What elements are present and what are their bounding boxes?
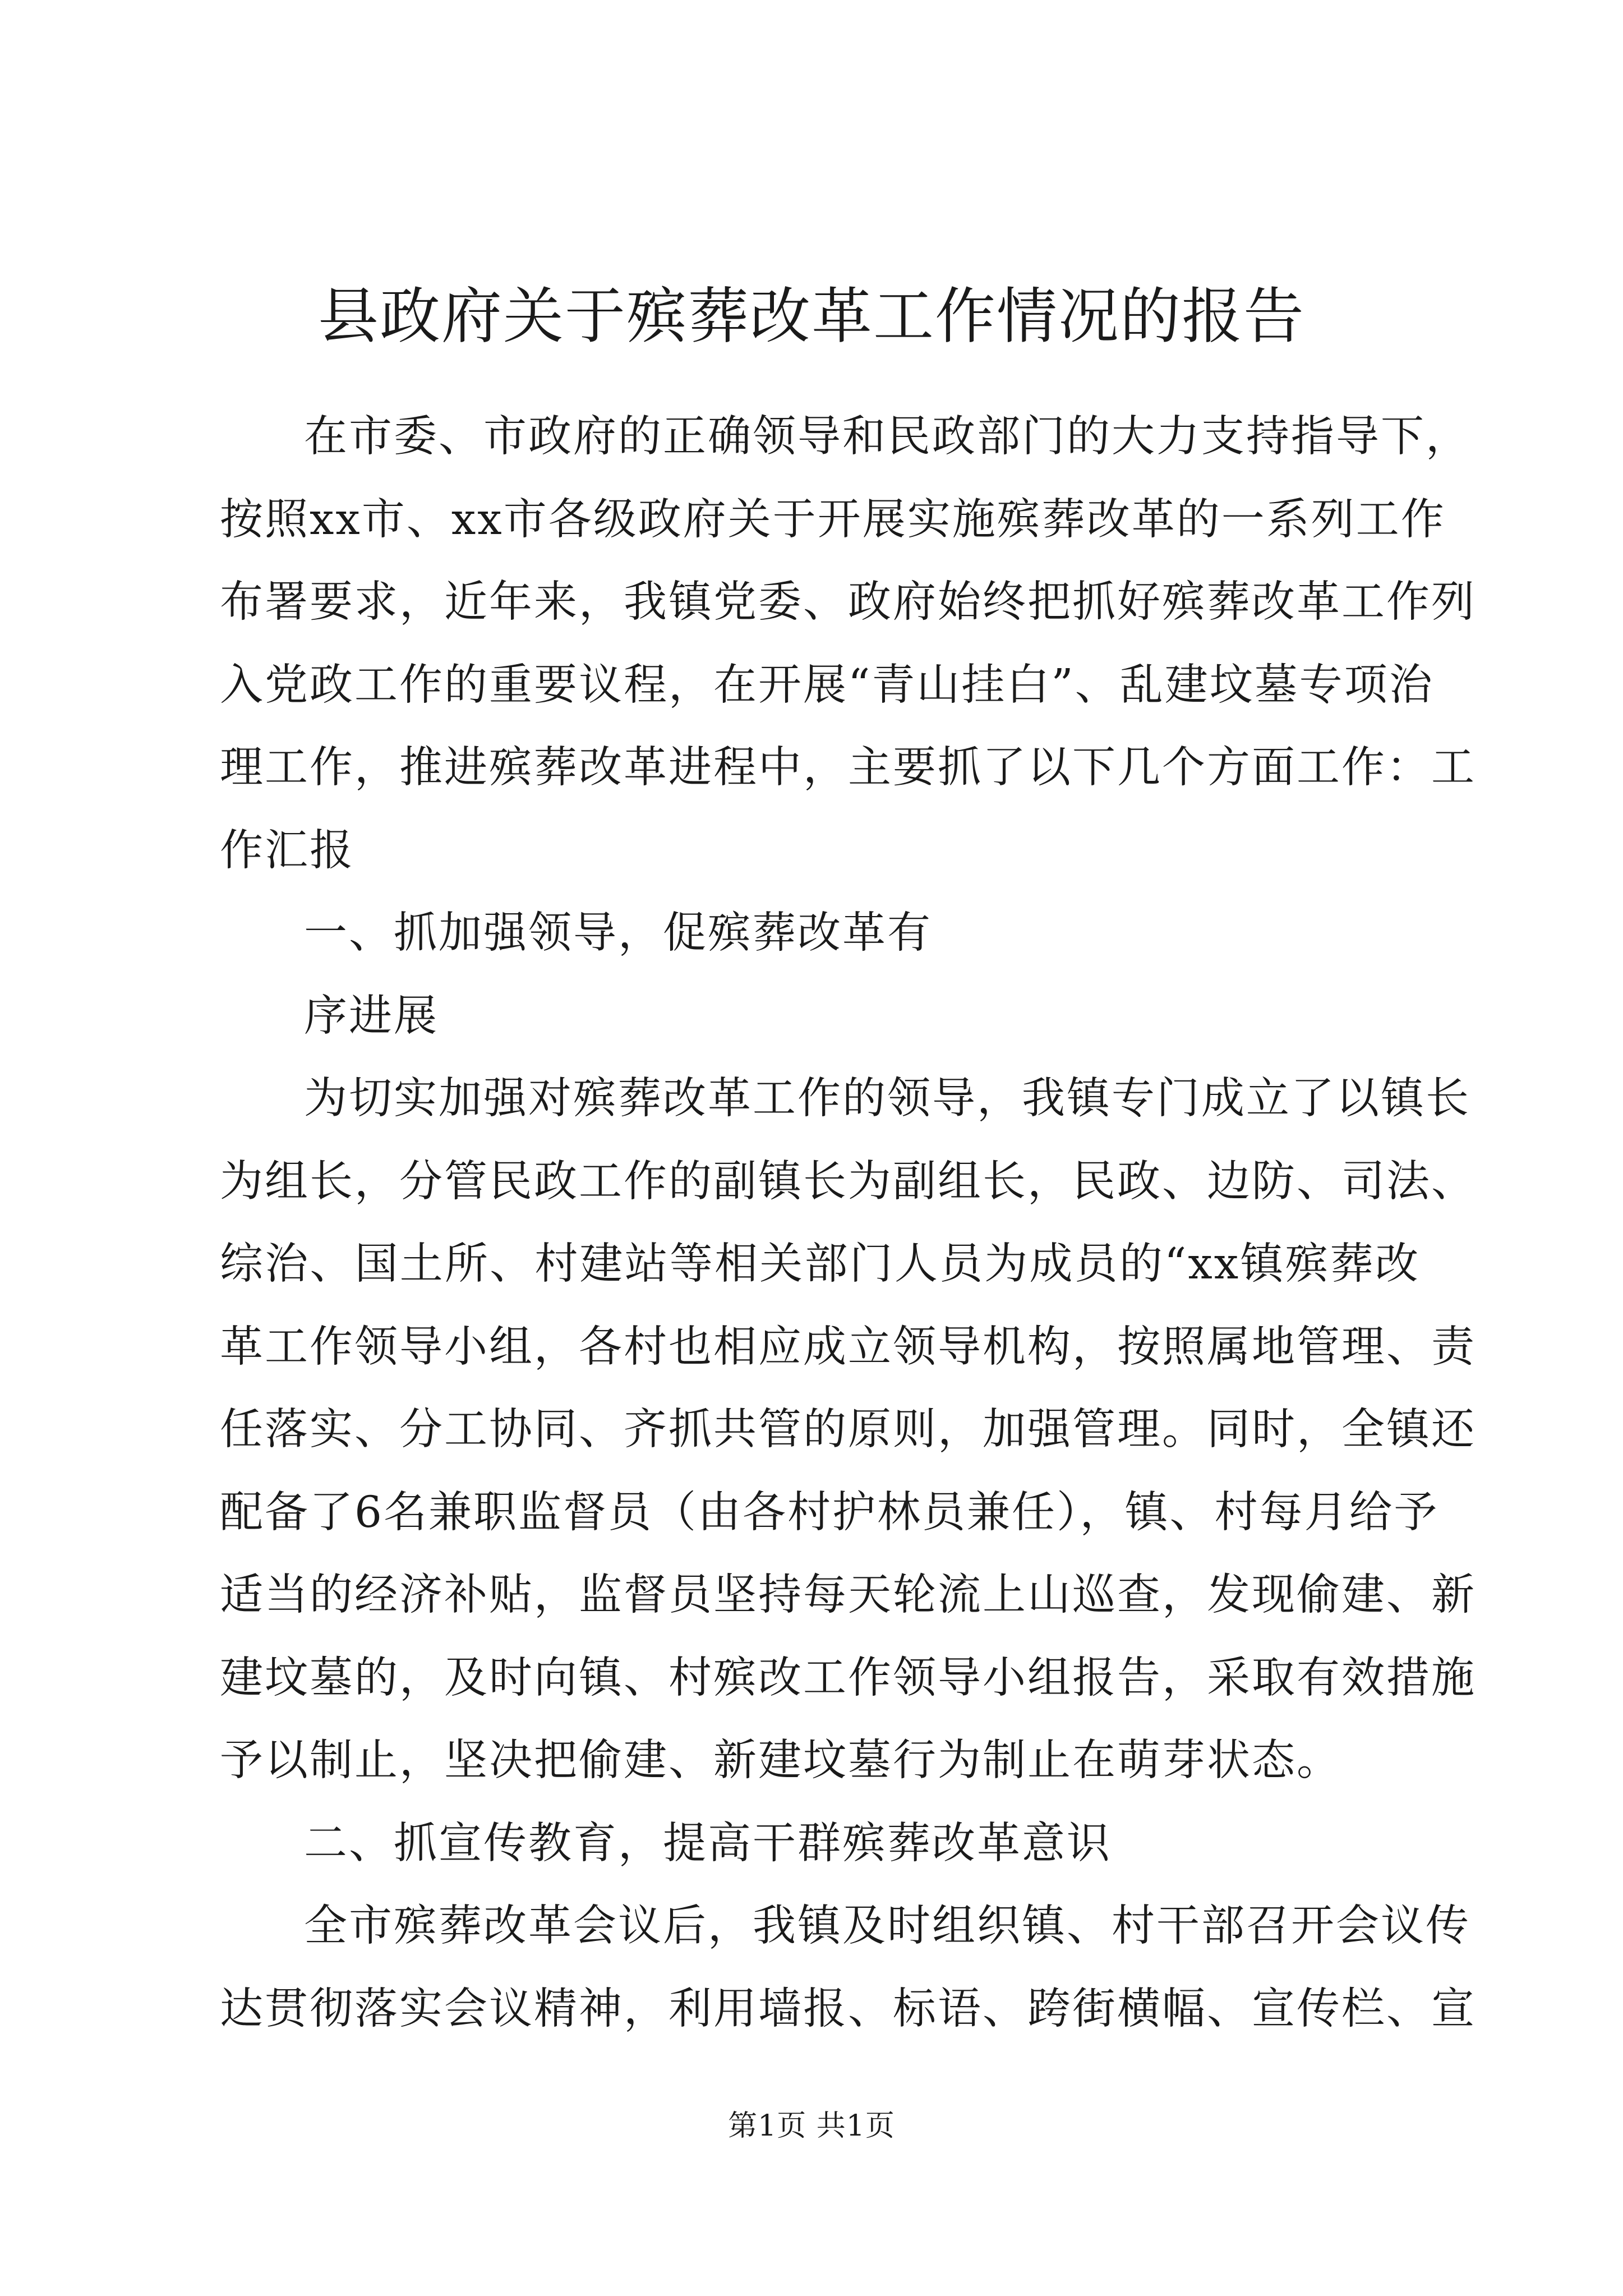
body-line: 任落实、分工协同、齐抓共管的原则，加强管理。同时，全镇还 <box>220 1405 1476 1455</box>
body-line: 达贯彻落实会议精神，利用墙报、标语、跨街横幅、宣传栏、宣 <box>220 1984 1476 2034</box>
document-title: 县政府关于殡葬改革工作情况的报告 <box>317 282 1305 352</box>
body-line: 在市委、市政府的正确领导和民政部门的大力支持指导下， <box>304 412 1470 462</box>
body-line: 作汇报 <box>220 825 354 876</box>
body-line: 布署要求，近年来，我镇党委、政府始终把抓好殡葬改革工作列 <box>220 577 1476 627</box>
body-line: 全市殡葬改革会议后，我镇及时组织镇、村干部召开会议传 <box>304 1901 1470 1951</box>
body-line: 按照xx市、xx市各级政府关于开展实施殡葬改革的一系列工作 <box>220 494 1446 545</box>
page-number: 第1页 共1页 <box>728 2109 895 2143</box>
section-heading: 一、抓加强领导，促殡葬改革有 <box>304 908 932 958</box>
body-line: 为切实加强对殡葬改革工作的领导，我镇专门成立了以镇长 <box>304 1074 1470 1124</box>
section-heading: 二、抓宣传教育，提高干群殡葬改革意识 <box>304 1818 1112 1869</box>
body-line: 配备了6名兼职监督员（由各村护林员兼任），镇、村每月给予 <box>220 1487 1439 1538</box>
body-line: 为组长，分管民政工作的副镇长为副组长，民政、边防、司法、 <box>220 1156 1476 1207</box>
body-line: 予以制止，坚决把偷建、新建坟墓行为制止在萌芽状态。 <box>220 1736 1341 1786</box>
body-line: 建坟墓的，及时向镇、村殡改工作领导小组报告，采取有效措施 <box>220 1653 1476 1703</box>
body-line: 入党政工作的重要议程，在开展“青山挂白”、乱建坟墓专项治 <box>220 660 1434 710</box>
body-line: 适当的经济补贴，监督员坚持每天轮流上山巡查，发现偷建、新 <box>220 1570 1476 1620</box>
body-line: 综治、国土所、村建站等相关部门人员为成员的“xx镇殡葬改 <box>220 1239 1420 1289</box>
body-line: 革工作领导小组，各村也相应成立领导机构，按照属地管理、责 <box>220 1322 1476 1372</box>
body-line: 理工作，推进殡葬改革进程中，主要抓了以下几个方面工作：工 <box>220 743 1476 793</box>
document-body <box>220 395 1476 2050</box>
section-heading: 序进展 <box>304 991 439 1041</box>
